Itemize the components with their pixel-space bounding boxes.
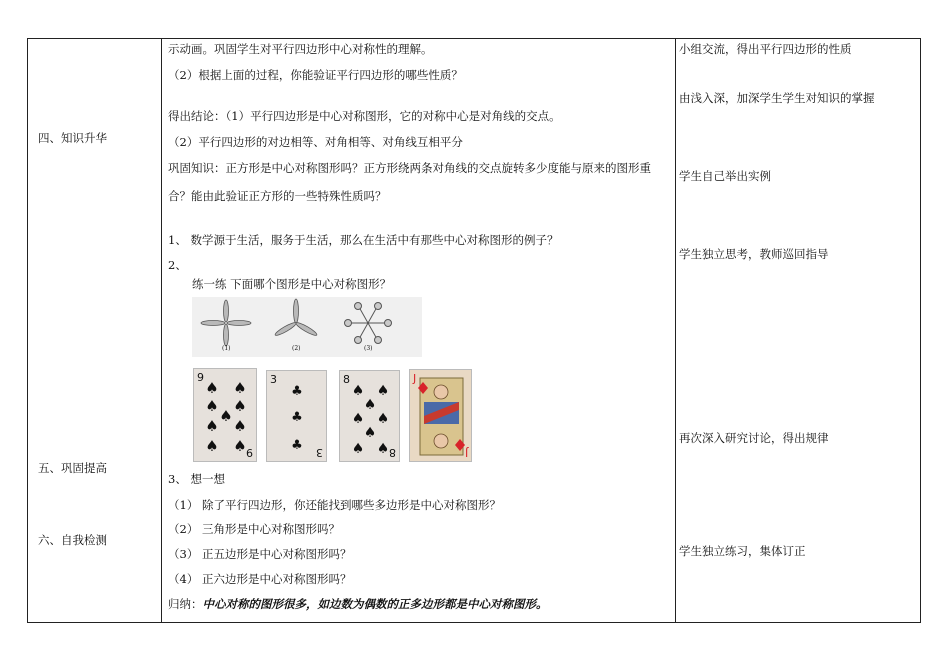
- svg-text:♠: ♠: [233, 379, 247, 397]
- symmetry-figures: [192, 297, 422, 357]
- summary-prefix: 归纳：: [168, 597, 203, 611]
- svg-text:♠: ♠: [363, 425, 377, 441]
- svg-text:♠: ♠: [351, 441, 365, 457]
- question-item: （3） 正五边形是中心对称图形吗？: [168, 547, 352, 561]
- column-divider: [161, 39, 162, 622]
- figure-label: (3): [364, 345, 373, 352]
- teacher-note: 再次深入研究讨论，得出规律: [679, 431, 829, 445]
- content-line: 1、 数学源于生活，服务于生活，那么在生活中有那些中心对称图形的例子？: [168, 233, 559, 247]
- svg-text:♠: ♠: [351, 383, 365, 399]
- svg-text:♣: ♣: [291, 384, 303, 399]
- content-line: 2、: [168, 258, 187, 272]
- svg-text:♠: ♠: [376, 441, 390, 457]
- svg-text:♠: ♠: [219, 407, 233, 425]
- svg-text:♠: ♠: [205, 437, 219, 455]
- svg-text:♠: ♠: [233, 397, 247, 415]
- spade-pips-icon: [194, 369, 258, 463]
- teacher-note: 学生独立思考，教师巡回指导: [679, 247, 829, 261]
- teacher-note: 由浅入深，加深学生学生对知识的掌握: [679, 91, 875, 105]
- svg-text:♣: ♣: [291, 438, 303, 453]
- svg-text:♠: ♠: [233, 437, 247, 455]
- content-line: 3、 想一想: [168, 472, 225, 486]
- content-line: 示动画。巩固学生对平行四边形中心对称性的理解。: [168, 42, 433, 56]
- question-item: （2） 三角形是中心对称图形吗？: [168, 522, 340, 536]
- teacher-note: 学生独立练习，集体订正: [679, 544, 806, 558]
- column-divider: [675, 39, 676, 622]
- playing-card: 9 9 ♠ ♠ ♠ ♠ ♠ ♠ ♠ ♠ ♠: [193, 368, 257, 462]
- content-line: 巩固知识：正方形是中心对称图形吗？正方形绕两条对角线的交点旋转多少度能与原来的图形重: [168, 161, 651, 175]
- svg-text:♠: ♠: [363, 397, 377, 413]
- section-label-consolidate: 五、巩固提高: [38, 461, 107, 475]
- svg-text:♠: ♠: [233, 417, 247, 435]
- svg-text:♠: ♠: [376, 383, 390, 399]
- content-line: 合？能由此验证正方形的一些特殊性质吗？: [168, 189, 387, 203]
- svg-text:♠: ♠: [205, 417, 219, 435]
- jack-of-diamonds-icon: [410, 370, 473, 463]
- summary-text: 中心对称的图形很多，如边数为偶数的正多边形都是中心对称图形。: [202, 597, 548, 611]
- svg-text:♠: ♠: [205, 397, 219, 415]
- figure-label: (1): [222, 345, 231, 352]
- exercise-prompt: 练一练 下面哪个图形是中心对称图形？: [192, 277, 392, 291]
- content-line: 得出结论：（1）平行四边形是中心对称图形，它的对称中心是对角线的交点。: [168, 109, 561, 123]
- playing-card: 8 8 ♠ ♠ ♠ ♠ ♠ ♠ ♠ ♠: [339, 370, 400, 462]
- section-label-selfcheck: 六、自我检测: [38, 533, 107, 547]
- svg-text:♠: ♠: [376, 411, 390, 427]
- svg-text:♠: ♠: [351, 411, 365, 427]
- club-pips-icon: [267, 371, 328, 463]
- playing-card: 3 3 ♣ ♣ ♣: [266, 370, 327, 462]
- lesson-table: [27, 38, 921, 623]
- teacher-note: 学生自己举出实例: [679, 169, 771, 183]
- summary-line: [168, 599, 548, 611]
- section-label-knowledge: 四、知识升华: [38, 131, 107, 145]
- question-item: （4） 正六边形是中心对称图形吗？: [168, 572, 352, 586]
- playing-card-jack: J J: [409, 369, 472, 462]
- content-line: （2）平行四边形的对边相等、对角相等、对角线互相平分: [168, 135, 463, 149]
- question-item: （1） 除了平行四边形，你还能找到哪些多边形是中心对称图形？: [168, 498, 501, 512]
- svg-text:♣: ♣: [291, 410, 303, 425]
- teacher-note: 小组交流，得出平行四边形的性质: [679, 42, 852, 56]
- spade-pips-icon: [340, 371, 401, 463]
- svg-text:♠: ♠: [205, 379, 219, 397]
- content-line: （2）根据上面的过程，你能验证平行四边形的哪些性质？: [168, 68, 463, 82]
- figure-label: (2): [292, 345, 301, 352]
